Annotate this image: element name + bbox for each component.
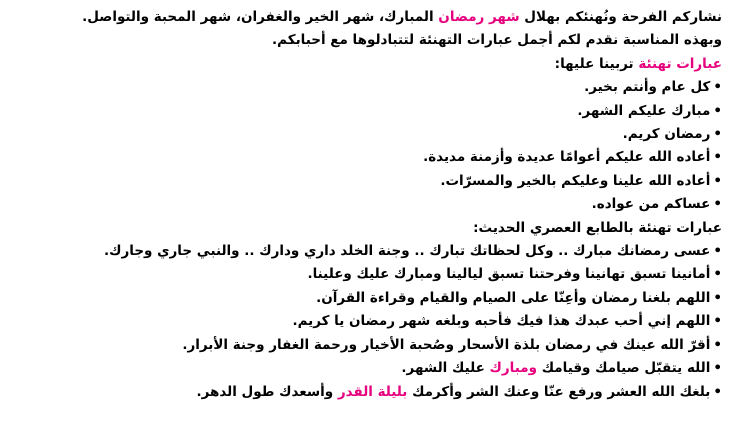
intro-paragraph-2: وبهذه المناسبة نقدم لكم أجمل عبارات التهنئة لتتبادلوها مع أحبابكم. <box>272 32 722 49</box>
bullet-icon: • <box>713 313 722 330</box>
list-item-text-after: وأسعدك طول الدهر. <box>196 383 338 400</box>
section-heading-modern: عبارات تهنئة بالطابع العصري الحديث: <box>473 219 722 236</box>
bullet-icon: • <box>713 383 722 400</box>
list-item <box>12 310 722 333</box>
bullet-icon: • <box>713 336 722 353</box>
list-item-text: عسى رمضانك مبارك .. وكل لحظاتك تبارك .. وجنة الخلد داري ودارك .. والنبي جاري وجارك. <box>103 243 711 260</box>
list-item-text-before: بلغك الله العشر ورفع عنّا وعنك الشر وأكرمك <box>407 383 711 400</box>
bullet-icon: • <box>713 243 722 260</box>
section-heading-highlight-link[interactable]: عبارات تهنئة <box>638 55 722 72</box>
intro-paragraph <box>12 6 722 29</box>
list-item-text: رمضان كريم. <box>622 126 711 143</box>
ramadan-highlight-link[interactable]: شهر رمضان <box>438 9 520 25</box>
intro-text-after: المبارك، شهر الخير والغفران، شهر المحبة والتواصل. <box>82 9 439 25</box>
article-body <box>12 6 722 404</box>
list-item <box>12 170 722 193</box>
list-item <box>12 381 722 404</box>
list-item <box>12 357 722 380</box>
list-item <box>12 100 722 123</box>
section-heading-traditional <box>12 53 722 76</box>
intro-text-before: نشاركم الفرحة ونُهنئكم بهلال <box>519 9 722 25</box>
bullet-icon: • <box>713 79 722 96</box>
list-item <box>12 240 722 263</box>
list-item-text: اللهم بلغنا رمضان وأعِنّا على الصيام والقيام وقراءة القرآن. <box>316 289 711 306</box>
bullet-icon: • <box>713 266 722 283</box>
bullet-icon: • <box>713 126 722 143</box>
list-item <box>12 146 722 169</box>
list-item <box>12 76 722 99</box>
list-item-text: أمانينا تسبق تهانينا وفرحتنا تسبق ليالينا ومبارك عليك وعلينا. <box>307 266 711 283</box>
list-item-text: أعاده الله علينا وعليكم بالخير والمسرّات. <box>440 172 711 189</box>
bullet-icon: • <box>713 289 722 306</box>
bullet-icon: • <box>713 196 722 213</box>
list-item <box>12 334 722 357</box>
list-item-text: عساكم من عواده. <box>591 196 711 213</box>
list-item-text: مبارك عليكم الشهر. <box>577 102 711 119</box>
list-item-text-before: الله يتقبّل صيامك وقيامك <box>537 360 711 377</box>
list-item <box>12 287 722 310</box>
bullet-icon: • <box>713 102 722 119</box>
laylat-alqadr-highlight-link[interactable]: بليلة القدر <box>337 383 408 400</box>
list-item <box>12 193 722 216</box>
list-item-text: أعاده الله عليكم أعوامًا عديدة وأزمنة مديدة. <box>423 149 711 166</box>
section-heading-rest: تربينا عليها: <box>554 55 639 72</box>
list-item-text: أقرّ الله عينك في رمضان بلذة الأسحار وصُحبة الأخيار ورحمة الغفار وجنة الأبرار. <box>182 336 711 353</box>
list-item-text: كل عام وأنتم بخير. <box>584 79 711 96</box>
list-item <box>12 123 722 146</box>
list-item <box>12 263 722 286</box>
bullet-icon: • <box>713 149 722 166</box>
list-item-text: اللهم إني أحب عبدك هذا فيك فأحبه وبلغه شهر رمضان يا كريم. <box>292 313 711 330</box>
mubarak-highlight-link[interactable]: ومبارك <box>489 360 537 377</box>
list-item-text-after: عليك الشهر. <box>401 360 490 377</box>
bullet-icon: • <box>713 172 722 189</box>
bullet-icon: • <box>713 360 722 377</box>
